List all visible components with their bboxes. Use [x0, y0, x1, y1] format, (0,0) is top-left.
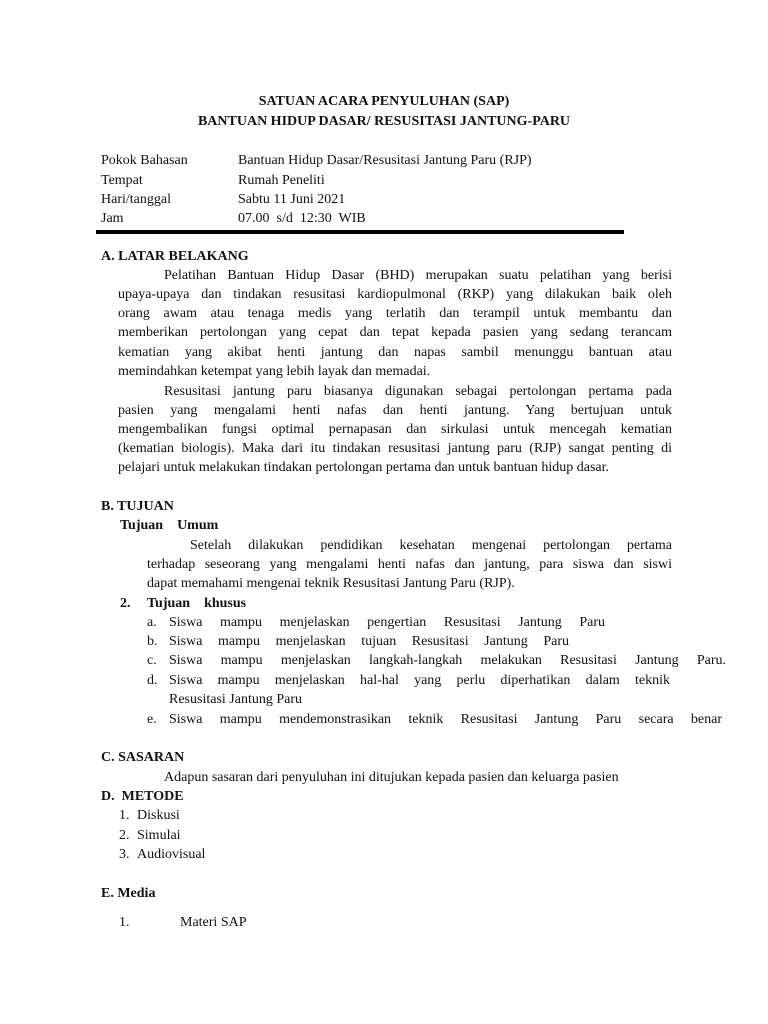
general-objective-heading: Tujuan Umum: [120, 518, 219, 533]
list-item: Siswa mampu menjelaskan tujuan Resusitasi Jantung Paru: [169, 634, 569, 649]
list-item-letter: d.: [147, 673, 158, 688]
list-item: Siswa mampu menjelaskan pengertian Resusitasi Jantung Paru: [169, 615, 605, 630]
document-title-line-1: SATUAN ACARA PENYULUHAN (SAP): [258, 94, 510, 109]
paragraph-line: pelajari untuk melakukan tindakan pertolongan pertama dan untuk bantuan hidup dasar.: [118, 460, 610, 475]
list-item-letter: a.: [147, 615, 157, 630]
section-e-heading: E. Media: [101, 886, 156, 901]
list-item-continuation: Resusitasi Jantung Paru: [169, 692, 302, 707]
paragraph-line: dapat memahami mengenai teknik Resusitasi Jantung Paru (RJP).: [147, 576, 515, 591]
section-d-heading: D. METODE: [101, 789, 184, 804]
paragraph-line: Setelah dilakukan pendidikan kesehatan mengenai pertolongan pertama: [190, 538, 672, 553]
paragraph-line: mengembalikan fungsi optimal pernapasan dan sirkulasi untuk mencegah kematian: [118, 422, 672, 437]
specific-objective-number: 2.: [120, 596, 131, 611]
divider-line: [96, 230, 624, 234]
info-value-time: 07.00 s/d 12:30 WIB: [238, 211, 366, 226]
document-title-line-2: BANTUAN HIDUP DASAR/ RESUSITASI JANTUNG-PARU: [197, 114, 571, 129]
list-item: Siswa mampu menjelaskan hal-hal yang perlu diperhatikan dalam teknik: [169, 673, 670, 688]
paragraph-line: memindahkan ketempat yang lebih layak dan memadai.: [118, 364, 431, 379]
info-label-place: Tempat: [101, 173, 143, 188]
paragraph-line: kematian yang akibat henti jantung dan napas sambil menunggu bantuan atau: [118, 345, 672, 360]
list-item-number: 1.: [119, 915, 130, 930]
target-audience-text: Adapun sasaran dari penyuluhan ini ditujukan kepada pasien dan keluarga pasien: [164, 770, 619, 785]
info-value-date: Sabtu 11 Juni 2021: [238, 192, 346, 207]
section-b-heading: B. TUJUAN: [101, 499, 174, 514]
list-item-letter: b.: [147, 634, 158, 649]
paragraph-line: terhadap seseorang yang mengalami henti nafas dan jantung, para siswa dan siswi: [147, 557, 672, 572]
list-item-number: 3.: [119, 847, 130, 862]
info-label-date: Hari/tanggal: [101, 192, 171, 207]
section-c-heading: C. SASARAN: [101, 750, 185, 765]
section-a-heading: A. LATAR BELAKANG: [101, 249, 249, 264]
paragraph-line: memberikan pertolongan yang cepat dan tepat kepada pasien yang sedang terancam: [118, 325, 672, 340]
paragraph-line: upaya-upaya dan tindakan resusitasi kardiopulmonal (RKP) yang dilakukan baik oleh: [118, 287, 672, 302]
paragraph-line: Resusitasi jantung paru biasanya digunakan sebagai pertolongan pertama pada: [164, 384, 672, 399]
list-item-letter: c.: [147, 653, 157, 668]
list-item-number: 1.: [119, 808, 130, 823]
list-item: Audiovisual: [137, 847, 206, 862]
list-item: Diskusi: [137, 808, 180, 823]
info-label-time: Jam: [101, 211, 124, 226]
list-item: Siswa mampu menjelaskan langkah-langkah melakukan Resusitasi Jantung Paru.: [169, 653, 726, 668]
info-label-topic: Pokok Bahasan: [101, 153, 188, 168]
list-item: Simulai: [137, 828, 181, 843]
info-value-place: Rumah Peneliti: [238, 173, 325, 188]
paragraph-line: (kematian biologis). Maka dari itu tindakan resusitasi jantung paru (RJP) sangat penting di: [118, 441, 672, 456]
list-item: Materi SAP: [180, 915, 247, 930]
paragraph-line: orang awam atau tenaga medis yang terlatih dan terampil untuk membantu dan: [118, 306, 672, 321]
specific-objective-heading: Tujuan khusus: [147, 596, 247, 611]
paragraph-line: Pelatihan Bantuan Hidup Dasar (BHD) merupakan suatu pelatihan yang berisi: [164, 268, 672, 283]
info-value-topic: Bantuan Hidup Dasar/Resusitasi Jantung Paru (RJP): [238, 153, 532, 168]
list-item-number: 2.: [119, 828, 130, 843]
list-item-letter: e.: [147, 712, 157, 727]
list-item: Siswa mampu mendemonstrasikan teknik Resusitasi Jantung Paru secara benar: [169, 712, 722, 727]
paragraph-line: pasien yang mengalami henti nafas dan henti jantung. Yang bertujuan untuk: [118, 403, 672, 418]
